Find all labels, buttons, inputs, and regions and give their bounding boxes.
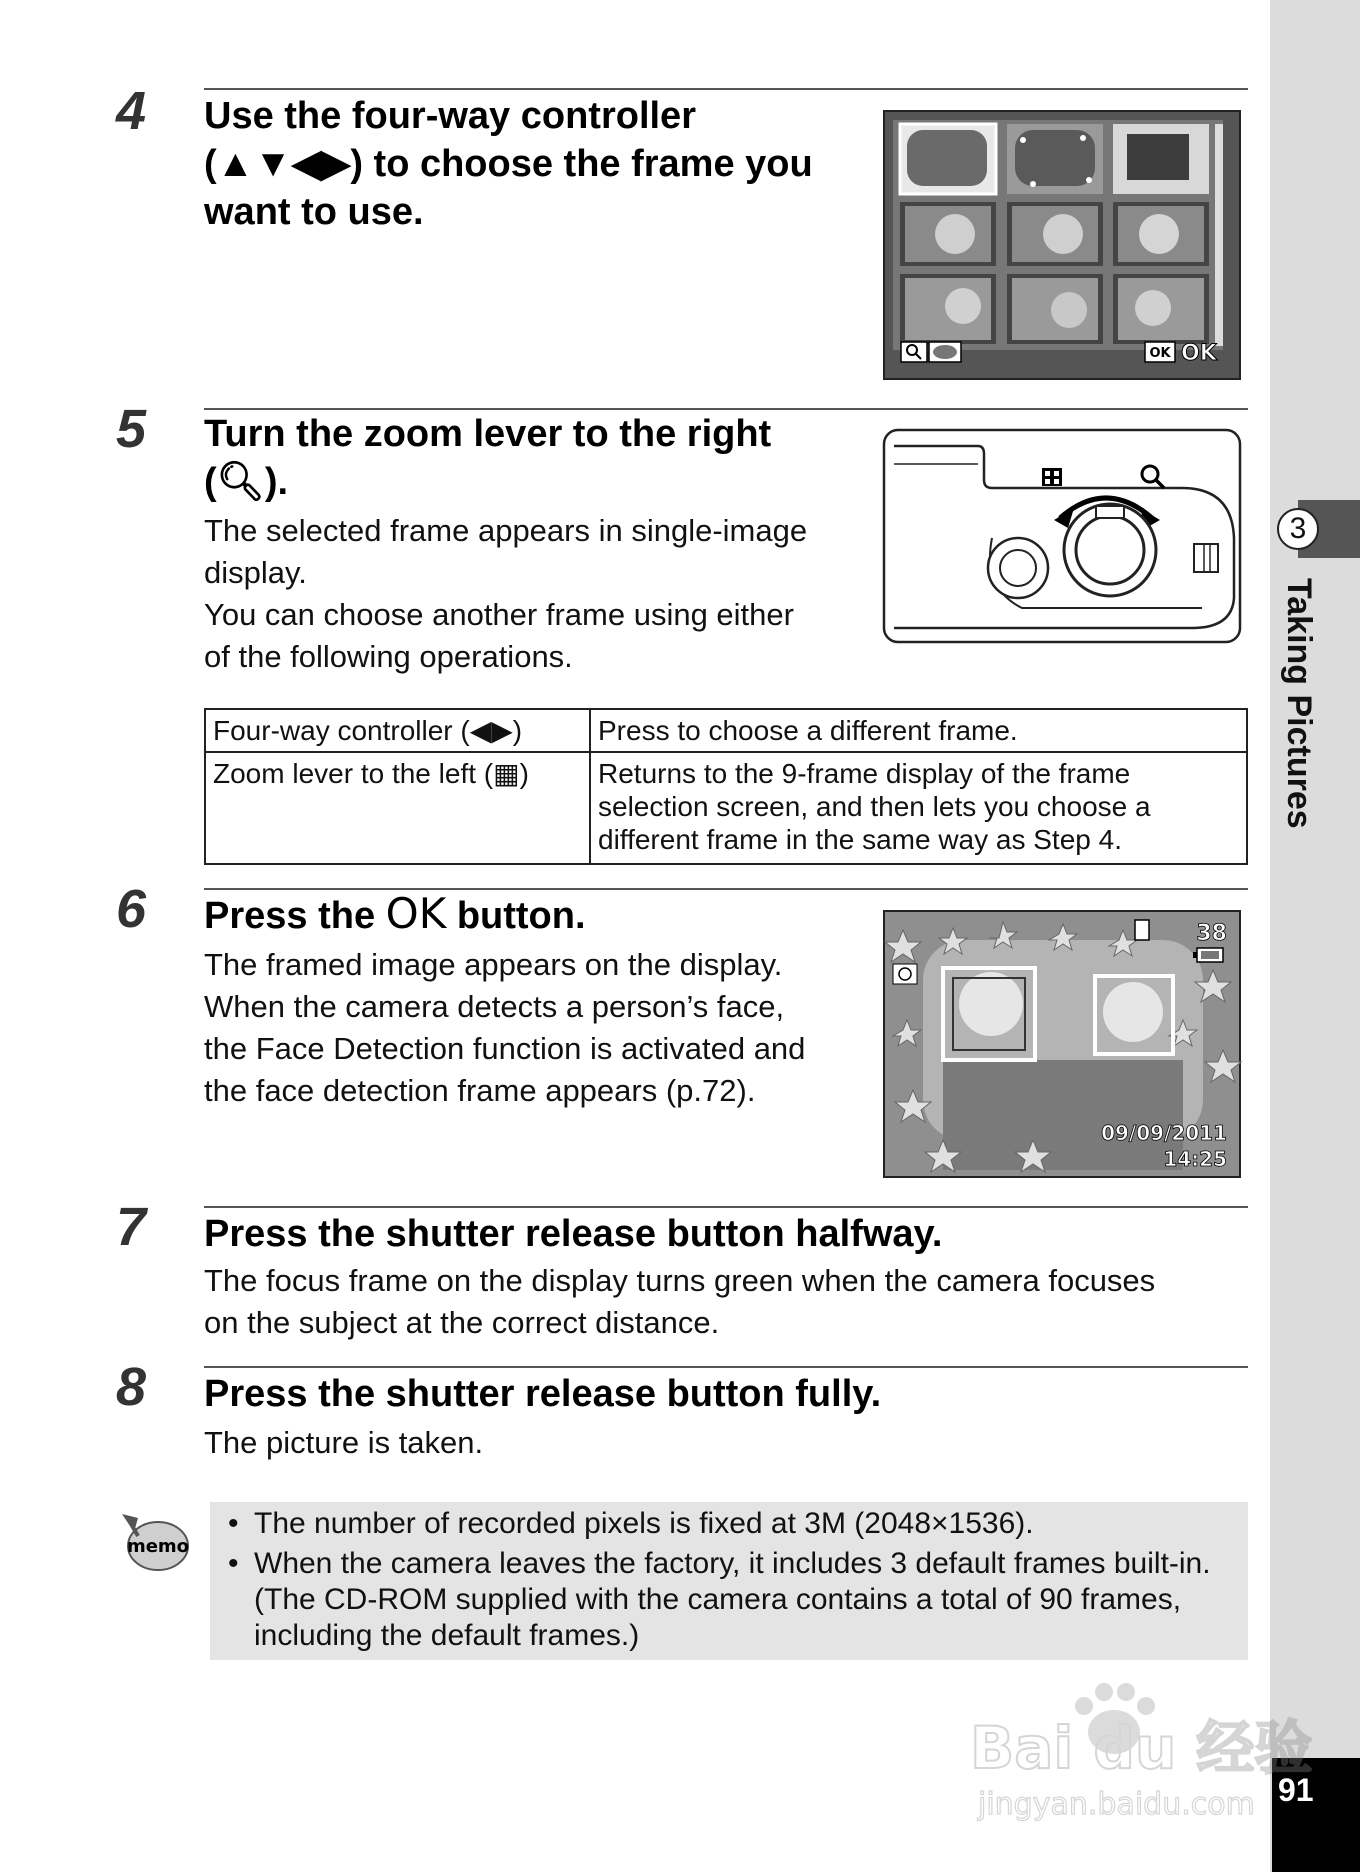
- thumbnail-grid-icon: [1042, 468, 1062, 486]
- heading-line: Use the four-way controller: [204, 95, 696, 137]
- frame-thumbnail-6: [1113, 202, 1209, 266]
- frame-selection-screen: [883, 110, 1241, 380]
- heading-line: want to use.: [204, 191, 424, 233]
- frame-thumbnail-4: [900, 202, 996, 266]
- step-5-number: 5: [116, 399, 147, 459]
- step-4-heading: [204, 92, 813, 236]
- heading-suffix: button.: [446, 895, 586, 937]
- frame-thumbnail-5: [1007, 202, 1103, 266]
- body-line: The framed image appears on the display.: [204, 947, 783, 982]
- chapter-title: Taking Pictures: [1280, 578, 1318, 829]
- heading-line: Turn the zoom lever to the right: [204, 413, 772, 455]
- step-5-body: [204, 510, 807, 678]
- memo-list: [224, 1506, 1244, 1658]
- time-display: 14:25: [1163, 1147, 1227, 1171]
- step-6-heading: [204, 890, 586, 940]
- heading-prefix: Press the: [204, 895, 386, 937]
- page-number: 91: [1278, 1772, 1314, 1808]
- step-4-number: 4: [116, 81, 147, 141]
- frame-thumbnail-9: [1113, 274, 1209, 344]
- scrollbar: [1215, 124, 1223, 346]
- chapter-number: 3: [1277, 508, 1319, 550]
- heading-line: (🔍︎).: [204, 461, 289, 503]
- frame-thumbnail-1: [900, 124, 996, 194]
- shots-remaining: 38: [1196, 921, 1227, 946]
- body-line: You can choose another frame using either: [204, 597, 794, 632]
- table-row: [205, 709, 1247, 752]
- body-line: display.: [204, 555, 307, 590]
- body-line: the face detection frame appears (p.72).: [204, 1073, 756, 1108]
- chapter-side-tab: [1270, 0, 1360, 1872]
- table-cell-description: Returns to the 9-frame display of the frame selection screen, and then lets you choose a different frame in the same way as Step 4.: [590, 752, 1247, 864]
- table-cell-description: Press to choose a different frame.: [590, 709, 1247, 752]
- body-line: of the following operations.: [204, 639, 573, 674]
- step-7-number: 7: [116, 1197, 147, 1257]
- watermark-brand: Bai du 经验: [970, 1714, 1313, 1782]
- body-line: The selected frame appears in single-image: [204, 513, 808, 548]
- watermark-url: jingyan.baidu.com: [978, 1787, 1255, 1822]
- ok-label: OK: [1181, 341, 1217, 366]
- camera-zoom-lever-illustration: [882, 428, 1242, 644]
- ok-text: OK: [385, 889, 447, 938]
- operations-table: [204, 708, 1248, 865]
- step-7-heading: Press the shutter release button halfway.: [204, 1213, 943, 1255]
- table-cell-operation: Zoom lever to the left (▦): [205, 752, 590, 864]
- table-cell-operation: Four-way controller (◀▶): [205, 709, 590, 752]
- ok-button-text: OK: [1149, 346, 1171, 361]
- step-8-rule: [204, 1366, 1248, 1368]
- heading-line: (▲▼◀▶) to choose the frame you: [204, 143, 813, 185]
- memo-item: • When the camera leaves the factory, it includes 3 default frames built-in. (The CD-ROM supplied with the camera contains a total of 90 frames, including the default frames.): [224, 1546, 1244, 1654]
- zoom-icon: [901, 342, 927, 362]
- memory-card-icon: [1135, 920, 1149, 940]
- step-6-body: [204, 944, 805, 1112]
- step-5-heading: [204, 410, 771, 506]
- memo-icon: [116, 1510, 190, 1574]
- frame-thumbnail-7: [900, 274, 996, 344]
- step-7-rule: [204, 1206, 1248, 1208]
- face-detection-icon: [893, 964, 917, 984]
- frame-thumbnail-2: [1007, 124, 1103, 194]
- step-8-body: [204, 1422, 483, 1464]
- step-8-heading: Press the shutter release button fully.: [204, 1373, 882, 1415]
- step-4-rule: [204, 88, 1248, 90]
- date-display: 09/09/2011: [1101, 1121, 1227, 1145]
- memo-icon-label: memo: [126, 1536, 190, 1557]
- body-line: The picture is taken.: [204, 1425, 484, 1460]
- frame-thumbnail-3: [1113, 124, 1209, 194]
- step-7-body: [204, 1260, 1155, 1344]
- ok-button-icon: [1145, 342, 1175, 362]
- frame-thumbnail-8: [1007, 274, 1103, 344]
- framed-liveview-screen: [883, 910, 1241, 1178]
- table-row: [205, 752, 1247, 864]
- body-line: the Face Detection function is activated and: [204, 1031, 806, 1066]
- step-8-number: 8: [116, 1357, 147, 1417]
- step-6-number: 6: [116, 879, 147, 939]
- body-line: The focus frame on the display turns green when the camera focuses: [204, 1263, 1156, 1298]
- body-line: on the subject at the correct distance.: [204, 1305, 720, 1340]
- color-button-icon: [929, 342, 961, 362]
- battery-icon: [1193, 948, 1223, 962]
- memo-item: • The number of recorded pixels is fixed at 3M (2048×1536).: [224, 1506, 1244, 1542]
- body-line: When the camera detects a person’s face,: [204, 989, 785, 1024]
- shutter-button: [1076, 516, 1144, 584]
